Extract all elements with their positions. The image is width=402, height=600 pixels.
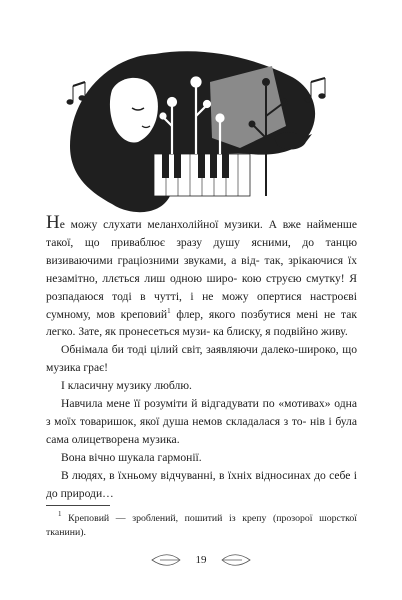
text-line: Навчила мене її розуміти й відгадувати по «мотивах» bbox=[61, 397, 331, 411]
music-note-icon-right bbox=[305, 78, 325, 102]
text-line: флер, якого позбутися мені не так легко. Зате, як пронесеться музи- bbox=[46, 307, 358, 339]
text-line: А вже найменше такої, що приваблює зразу душу ясними, bbox=[46, 218, 357, 249]
main-text bbox=[46, 212, 358, 503]
paragraph bbox=[46, 395, 357, 449]
piano-keys-icon bbox=[154, 154, 250, 196]
text-line: В людях, в їхньому відчуванні, в їхніх відносинах до bbox=[61, 468, 326, 482]
footnote-text: Креповий — зроблений, пошитий із крепу (прозорої шорсткої bbox=[68, 513, 358, 524]
footnote-ref[interactable]: 1 bbox=[167, 306, 171, 315]
page-number: 19 bbox=[195, 554, 207, 566]
footnote-text: тканини). bbox=[46, 527, 86, 538]
text-line: себе і до природи… bbox=[46, 468, 357, 500]
text-line: ка блиску, я подвійно живу. bbox=[213, 325, 348, 339]
text-line: що музика грає! bbox=[46, 343, 357, 375]
illustration-woman-music bbox=[60, 26, 340, 218]
text-line: так, зрікаючися їх незамітно, ллється лиш одною широ- bbox=[46, 253, 357, 285]
text-line: опертися настроєві сумному, мов креповий bbox=[46, 289, 357, 321]
footnote-divider bbox=[46, 505, 110, 506]
paragraph bbox=[46, 212, 358, 341]
footnote bbox=[46, 512, 357, 540]
text-line: до танцю визиваючими граціозними звуками, а від- bbox=[46, 235, 357, 267]
drop-cap: Н bbox=[46, 212, 60, 233]
paragraph bbox=[46, 341, 357, 377]
paragraph bbox=[46, 449, 357, 467]
text-line: одна з моїх товаришок, якої душа немов складалася з то- bbox=[46, 397, 357, 428]
text-line: Вона вічно шукала гармонії. bbox=[61, 450, 202, 464]
text-line: кою струєю смутку! Я розпадаюся тоді в чутті, і не можу bbox=[46, 271, 357, 303]
footnote-marker: 1 bbox=[58, 510, 62, 518]
text-line: нів і була сама олицетворена музика. bbox=[46, 414, 357, 446]
text-line: Обнімала би тоді цілий світ, заявляючи далеко-широко, bbox=[61, 343, 339, 357]
text-line: е можу слухати меланхолійної музики. bbox=[59, 218, 263, 231]
paragraph bbox=[46, 467, 357, 503]
paragraph bbox=[46, 377, 357, 395]
text-line: І класичну музику люблю. bbox=[61, 379, 192, 393]
